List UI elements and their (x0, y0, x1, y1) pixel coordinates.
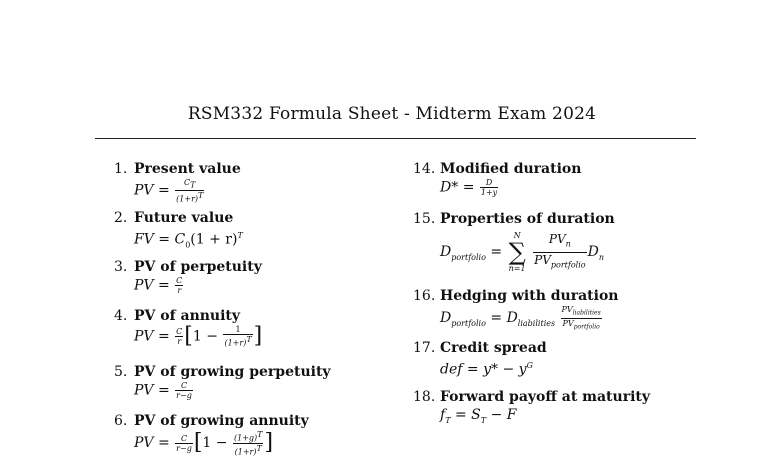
title-divider (95, 138, 696, 139)
item-name: Forward payoff at maturity (440, 389, 650, 405)
item-number: 6. (114, 413, 128, 429)
formula-item (413, 210, 615, 274)
formula-item (114, 160, 241, 203)
formula-item (114, 307, 262, 348)
item-number: 1. (114, 161, 128, 177)
formula-item (413, 339, 547, 379)
item-name: PV of growing annuity (134, 413, 309, 429)
formula-modified-duration: D* = $\frac{D}{1+y}$ (440, 178, 498, 197)
page-title: RSM332 Formula Sheet - Midterm Exam 2024 (187, 104, 597, 124)
formula-item (114, 258, 262, 295)
formula-properties-duration: $D_{portfolio}$ = N ∑ n=1 $\frac{PV_n}{PV_{portfolio}}$ $D_n$ (440, 231, 604, 273)
item-name: Present value (134, 161, 241, 177)
formula-item (114, 412, 309, 456)
formula-item (114, 209, 243, 254)
item-name: PV of growing perpetuity (134, 364, 331, 380)
item-name: Hedging with duration (440, 288, 619, 304)
item-name: Credit spread (440, 340, 547, 356)
item-number: 16. (413, 288, 436, 304)
formula-forward-payoff: $f_T = S_T - F$ (440, 407, 517, 425)
item-number: 15. (413, 211, 436, 227)
item-name: PV of annuity (134, 308, 241, 324)
formula-item (413, 160, 581, 197)
item-number: 17. (413, 340, 436, 356)
formula-pv-growing-annuity: PV = $\frac{C}{r-g}$ [1 − $\frac{(1+g)^T}{(1+r)^T}$ ] (134, 430, 274, 456)
formula-credit-spread: def = $y* - y^G$ (440, 361, 533, 378)
item-name: PV of perpetuity (134, 259, 262, 275)
item-number: 3. (114, 259, 128, 275)
formula-hedging-duration: $D_{portfolio} = D_{liabilities}$ $\frac{PV_{liabilities}}{PV_{portfolio}}$ (440, 305, 601, 331)
formula-item (413, 388, 650, 430)
item-number: 18. (413, 389, 436, 405)
formula-item (413, 287, 618, 333)
formula-pv-annuity: PV = $\frac{C}{r}$ [1 − $\frac{1}{(1+r)^T}$ ] (134, 323, 263, 349)
item-number: 4. (114, 308, 128, 324)
item-number: 2. (114, 210, 128, 226)
formula-pv-growing-perpetuity: PV = $\frac{C}{r-g}$ (134, 381, 192, 400)
formula-present-value: PV = $\frac{C_T}{(1+r)^T}$ (134, 178, 204, 204)
item-number: 5. (114, 364, 128, 380)
item-name: Future value (134, 210, 234, 226)
formula-future-value: FV = $C_0(1 + r)^T$ (134, 231, 243, 250)
item-name: Properties of duration (440, 211, 615, 227)
item-number: 14. (413, 161, 436, 177)
item-name: Modified duration (440, 161, 582, 177)
formula-item (114, 363, 331, 400)
formula-pv-perpetuity: PV = $\frac{C}{r}$ (134, 276, 183, 295)
